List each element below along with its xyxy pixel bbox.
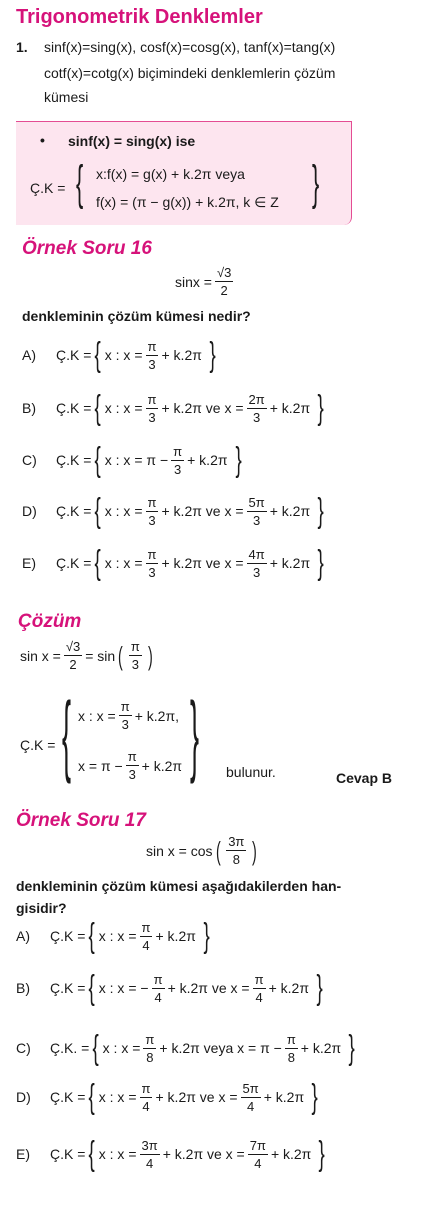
option-open-brace: {	[94, 492, 102, 530]
sol-set1-num: π	[120, 699, 130, 714]
option-mid: + k.2π	[161, 347, 202, 363]
option-den-1: 4	[142, 1098, 150, 1114]
option-body: x : x =	[102, 1040, 141, 1056]
option-label: A)	[16, 928, 30, 944]
option-close-brace: }	[317, 389, 324, 427]
rule-close-brace: }	[312, 157, 320, 210]
option-fraction-1	[146, 393, 159, 424]
option-label: B)	[22, 400, 36, 416]
sol-close-paren: )	[147, 640, 153, 671]
option-open-brace: {	[94, 544, 102, 582]
option-den-1: 8	[146, 1049, 154, 1065]
option-label: B)	[16, 980, 30, 996]
option-fraction-2	[285, 1033, 298, 1064]
option-num-1: π	[147, 494, 157, 510]
option-num-1: π	[147, 338, 157, 354]
option-label: E)	[22, 555, 36, 571]
option-body: x : x =	[98, 1146, 137, 1162]
option-den-1: 3	[148, 564, 156, 580]
option-label: A)	[22, 347, 36, 363]
option-c[interactable]	[16, 1031, 359, 1065]
option-num-2: π	[254, 971, 264, 987]
option-mid: + k.2π ve x =	[167, 980, 250, 996]
item-line-2: cotf(x)=cotg(x) biçimindeki denklemlerin çözüm	[44, 65, 336, 81]
option-num-1: π	[141, 1080, 151, 1096]
option-open-brace: {	[94, 336, 102, 374]
option-ck: Ç.K. =	[50, 1040, 90, 1056]
example-17-question-1: denkleminin çözüm kümesi aşağıdakilerden han-	[16, 878, 342, 894]
option-fraction-1	[171, 445, 184, 476]
option-open-brace: {	[88, 1078, 96, 1116]
option-ck: Ç.K =	[56, 347, 92, 363]
option-label: C)	[22, 452, 37, 468]
option-body: x : x =	[98, 928, 137, 944]
option-close-brace: }	[348, 1029, 356, 1067]
option-label: D)	[22, 503, 37, 519]
option-num-1: π	[147, 391, 157, 407]
sol-set2-num: π	[127, 749, 137, 764]
option-num-2: 5π	[248, 494, 265, 510]
example-17-question-2: gisidir?	[16, 900, 67, 916]
option-body: x : x = π −	[104, 452, 169, 468]
item-line-1: sinf(x)=sing(x), cosf(x)=cosg(x), tanf(x)=tang(x)	[44, 39, 336, 55]
option-close-brace: }	[209, 336, 216, 374]
option-den-1: 3	[174, 461, 182, 477]
eq17-fraction	[226, 835, 246, 866]
sol-set2-fraction	[126, 750, 139, 781]
option-fraction-1	[140, 1139, 160, 1170]
sol-mid: = sin	[85, 647, 116, 664]
option-den-2: 4	[247, 1098, 255, 1114]
option-b[interactable]	[22, 391, 327, 425]
option-mid: + k.2π veya x = π −	[159, 1040, 282, 1056]
option-body: x : x =	[104, 347, 143, 363]
option-num-1: π	[141, 919, 151, 935]
option-mid: + k.2π	[155, 928, 196, 944]
sol-num-2: π	[130, 639, 140, 654]
option-ck: Ç.K =	[56, 452, 92, 468]
sol-set2-post: + k.2π	[141, 757, 183, 774]
solution-open-brace: {	[62, 685, 72, 785]
eq16-num: √3	[216, 265, 232, 280]
item-number: 1.	[16, 39, 28, 55]
sol-num-1: √3	[65, 639, 81, 654]
rule-line-1: x:f(x) = g(x) + k.2π veya	[96, 166, 245, 182]
solution-close-brace: }	[190, 685, 200, 785]
option-tail: + k.2π	[270, 1146, 312, 1162]
eq17-close-paren: )	[252, 835, 258, 866]
option-fraction-1	[146, 548, 159, 579]
option-d[interactable]	[16, 1080, 321, 1114]
example-16-title: Örnek Soru 16	[22, 238, 152, 259]
sol-den-2: 3	[131, 657, 139, 672]
option-den-1: 4	[142, 937, 150, 953]
option-num-2: π	[286, 1031, 296, 1047]
option-open-brace: {	[88, 969, 96, 1007]
option-den-2: 3	[253, 564, 261, 580]
option-num-1: π	[145, 1031, 155, 1047]
option-e[interactable]	[22, 546, 327, 580]
sol-open-paren: (	[118, 640, 123, 671]
option-ck: Ç.K =	[56, 503, 92, 519]
option-a[interactable]	[22, 338, 219, 372]
option-body: x : x =	[104, 503, 143, 519]
option-tail: + k.2π	[269, 555, 311, 571]
option-fraction-2	[247, 393, 267, 424]
option-close-brace: }	[203, 917, 210, 955]
sol-prefix: sin x =	[20, 647, 61, 664]
rule-heading: sinf(x) = sing(x) ise	[68, 133, 196, 149]
option-open-brace: {	[88, 917, 96, 955]
option-d[interactable]	[22, 494, 327, 528]
rule-ck-label: Ç.K =	[30, 180, 66, 196]
option-tail: + k.2π	[263, 1089, 305, 1105]
example-16-equation	[175, 266, 236, 297]
solution-ck-label: Ç.K =	[20, 737, 56, 753]
option-mid: + k.2π	[187, 452, 228, 468]
option-ck: Ç.K =	[56, 400, 92, 416]
option-num-2: 7π	[249, 1137, 266, 1153]
option-num-1: π	[153, 971, 163, 987]
item-line-3: kümesi	[44, 89, 89, 105]
option-e[interactable]	[16, 1137, 329, 1171]
option-mid: + k.2π ve x =	[155, 1089, 238, 1105]
option-den-1: 4	[145, 1155, 154, 1171]
eq16-prefix: sinx =	[175, 273, 212, 290]
solution-set-line-2	[78, 750, 182, 781]
option-b[interactable]	[16, 971, 326, 1005]
sol-fraction-2	[129, 640, 142, 671]
option-fraction-2	[241, 1082, 261, 1113]
option-ck: Ç.K =	[50, 980, 86, 996]
option-den-2: 3	[253, 409, 261, 425]
solution-set-line-1	[78, 700, 179, 731]
solution-found: bulunur.	[226, 764, 276, 780]
option-den-1: 3	[148, 356, 156, 372]
option-c[interactable]	[22, 443, 245, 477]
option-close-brace: }	[318, 1135, 326, 1173]
option-body: x : x =	[98, 1089, 137, 1105]
eq16-den: 2	[220, 283, 228, 298]
sol-set1-post: + k.2π,	[134, 707, 180, 724]
sol-set2-pre: x = π −	[78, 757, 123, 774]
option-num-2: 4π	[248, 546, 265, 562]
option-den-1: 3	[148, 512, 156, 528]
option-open-brace: {	[94, 441, 102, 479]
option-ck: Ç.K =	[50, 1089, 86, 1105]
option-fraction-1	[146, 340, 159, 371]
sol-fraction-1	[64, 640, 82, 671]
option-num-2: 5π	[242, 1080, 259, 1096]
option-open-brace: {	[88, 1135, 96, 1173]
option-close-brace: }	[317, 544, 324, 582]
option-fraction-1	[143, 1033, 156, 1064]
option-fraction-1	[146, 496, 159, 527]
option-tail: + k.2π	[300, 1040, 342, 1056]
option-a[interactable]	[16, 919, 213, 953]
option-ck: Ç.K =	[56, 555, 92, 571]
option-fraction-1	[140, 921, 153, 952]
rule-box	[16, 121, 352, 225]
option-den-2: 8	[287, 1049, 295, 1065]
option-num-1: π	[147, 546, 157, 562]
option-ck: Ç.K =	[50, 1146, 86, 1162]
option-fraction-2	[253, 973, 266, 1004]
example-17-equation	[146, 835, 260, 866]
eq17-prefix: sin x = cos	[146, 842, 213, 859]
eq17-num: 3π	[228, 834, 245, 849]
rule-open-brace: {	[76, 157, 84, 210]
option-close-brace: }	[316, 969, 323, 1007]
option-tail: + k.2π	[269, 503, 311, 519]
option-close-brace: }	[235, 441, 242, 479]
option-label: E)	[16, 1146, 30, 1162]
rule-line-2: f(x) = (π − g(x)) + k.2π, k ∈ Z	[96, 194, 279, 210]
option-close-brace: }	[311, 1078, 318, 1116]
option-body: x : x = −	[98, 980, 149, 996]
option-mid: + k.2π ve x =	[162, 1146, 245, 1162]
sol-den-1: 2	[69, 657, 77, 672]
sol-set1-fraction	[119, 700, 132, 731]
eq17-den: 8	[232, 852, 240, 867]
option-fraction-2	[248, 1139, 268, 1170]
example-17-title: Örnek Soru 17	[16, 810, 146, 831]
option-mid: + k.2π ve x =	[161, 503, 244, 519]
option-mid: + k.2π ve x =	[161, 400, 244, 416]
solution-answer: Cevap B	[336, 770, 393, 786]
option-den-1: 3	[148, 409, 156, 425]
option-mid: + k.2π ve x =	[161, 555, 244, 571]
option-fraction-2	[247, 548, 267, 579]
option-tail: + k.2π	[268, 980, 309, 996]
option-ck: Ç.K =	[50, 928, 86, 944]
option-num-1: 3π	[141, 1137, 158, 1153]
sol-set1-pre: x : x =	[78, 707, 116, 724]
option-fraction-2	[247, 496, 267, 527]
eq16-fraction	[215, 266, 233, 297]
page-title: Trigonometrik Denklemler	[16, 6, 263, 28]
option-den-2: 4	[254, 1155, 262, 1171]
solution-title: Çözüm	[18, 611, 82, 632]
rule-bullet: •	[40, 132, 45, 148]
solution-line-1	[20, 640, 156, 671]
sol-set1-den: 3	[121, 717, 129, 732]
option-close-brace: }	[317, 492, 324, 530]
option-tail: + k.2π	[269, 400, 311, 416]
option-fraction-1	[152, 973, 165, 1004]
example-16-question: denkleminin çözüm kümesi nedir?	[22, 308, 251, 324]
option-label: D)	[16, 1089, 31, 1105]
option-open-brace: {	[94, 389, 102, 427]
sol-set2-den: 3	[128, 767, 136, 782]
option-body: x : x =	[104, 555, 143, 571]
option-den-1: 4	[154, 989, 162, 1005]
option-fraction-1	[140, 1082, 153, 1113]
option-open-brace: {	[92, 1029, 100, 1067]
option-den-2: 3	[253, 512, 261, 528]
eq17-open-paren: (	[215, 835, 221, 866]
option-label: C)	[16, 1040, 31, 1056]
option-body: x : x =	[104, 400, 143, 416]
option-num-2: 2π	[248, 391, 265, 407]
option-num-1: π	[173, 443, 183, 459]
option-den-2: 4	[255, 989, 263, 1005]
